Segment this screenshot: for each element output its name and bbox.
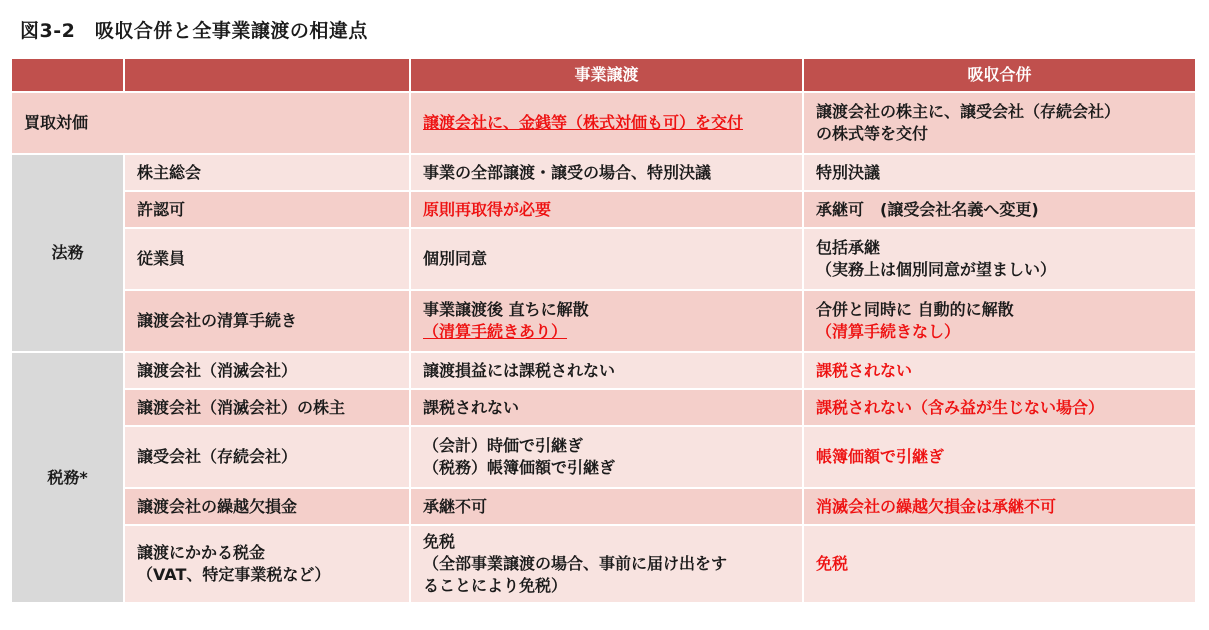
row-merger-line2: （清算手続きなし） xyxy=(816,322,961,341)
row-merger-line2: （実務上は個別同意が望ましい） xyxy=(816,260,1057,279)
row-transfer: 個別同意 xyxy=(410,228,803,290)
row-merger: 免税 xyxy=(803,525,1196,603)
consideration-merger xyxy=(803,92,1196,154)
table-row xyxy=(11,352,1196,389)
row-item-line1: 譲渡にかかる税金 xyxy=(137,543,266,562)
table-row xyxy=(11,191,1196,228)
row-transfer-line3: ることにより免税） xyxy=(423,576,568,595)
row-item: 従業員 xyxy=(124,228,410,290)
row-merger xyxy=(803,228,1196,290)
consideration-label: 買取対価 xyxy=(11,92,410,154)
row-transfer: 課税されない xyxy=(410,389,803,426)
row-transfer: 事業の全部譲渡・譲受の場合、特別決議 xyxy=(410,154,803,191)
table-row xyxy=(11,154,1196,191)
table-row xyxy=(11,228,1196,290)
row-merger: 承継可 (譲受会社名義へ変更) xyxy=(803,191,1196,228)
row-transfer-line1: 事業譲渡後 直ちに解散 xyxy=(423,300,589,319)
consideration-merger-line2: の株式等を交付 xyxy=(816,124,929,143)
row-item: 株主総会 xyxy=(124,154,410,191)
category-legal: 法務 xyxy=(11,154,124,352)
row-item xyxy=(124,525,410,603)
row-transfer xyxy=(410,426,803,488)
comparison-table xyxy=(10,57,1197,604)
row-transfer xyxy=(410,290,803,352)
header-transfer: 事業譲渡 xyxy=(410,58,803,92)
row-transfer xyxy=(410,525,803,603)
category-tax: 税務* xyxy=(11,352,124,603)
row-item: 譲渡会社（消滅会社） xyxy=(124,352,410,389)
consideration-transfer: 譲渡会社に、金銭等（株式対価も可）を交付 xyxy=(410,92,803,154)
row-transfer: 譲渡損益には課税されない xyxy=(410,352,803,389)
row-item: 譲渡会社の清算手続き xyxy=(124,290,410,352)
row-transfer: 原則再取得が必要 xyxy=(410,191,803,228)
row-item: 譲渡会社（消滅会社）の株主 xyxy=(124,389,410,426)
row-item: 許認可 xyxy=(124,191,410,228)
row-merger: 課税されない xyxy=(803,352,1196,389)
header-item xyxy=(124,58,410,92)
row-transfer-line1: （会計）時価で引継ぎ xyxy=(423,436,584,455)
row-merger xyxy=(803,290,1196,352)
row-transfer-line2: （清算手続きあり） xyxy=(423,322,568,341)
row-transfer-line2: （税務）帳簿価額で引継ぎ xyxy=(423,458,616,477)
row-merger-line1: 合併と同時に 自動的に解散 xyxy=(816,300,1014,319)
table-row xyxy=(11,525,1196,603)
header-category xyxy=(11,58,124,92)
header-row xyxy=(11,58,1196,92)
row-merger: 消滅会社の繰越欠損金は承継不可 xyxy=(803,488,1196,525)
consideration-merger-line1: 譲渡会社の株主に、譲受会社（存続会社） xyxy=(816,102,1121,121)
table-row xyxy=(11,92,1196,154)
row-item: 譲渡会社の繰越欠損金 xyxy=(124,488,410,525)
header-merger: 吸収合併 xyxy=(803,58,1196,92)
row-merger: 帳簿価額で引継ぎ xyxy=(803,426,1196,488)
row-transfer-line1: 免税 xyxy=(423,532,456,551)
table-row xyxy=(11,389,1196,426)
row-merger-line1: 包括承継 xyxy=(816,238,881,257)
row-item-line2: （VAT、特定事業税など） xyxy=(137,565,331,584)
row-merger: 特別決議 xyxy=(803,154,1196,191)
row-transfer: 承継不可 xyxy=(410,488,803,525)
table-row xyxy=(11,290,1196,352)
table-row xyxy=(11,426,1196,488)
table-row xyxy=(11,488,1196,525)
row-item: 譲受会社（存続会社） xyxy=(124,426,410,488)
figure-title: 図3-2 吸収合併と全事業譲渡の相違点 xyxy=(20,20,368,42)
row-merger: 課税されない（含み益が生じない場合） xyxy=(803,389,1196,426)
row-transfer-line2: （全部事業譲渡の場合、事前に届け出をす xyxy=(423,554,728,573)
